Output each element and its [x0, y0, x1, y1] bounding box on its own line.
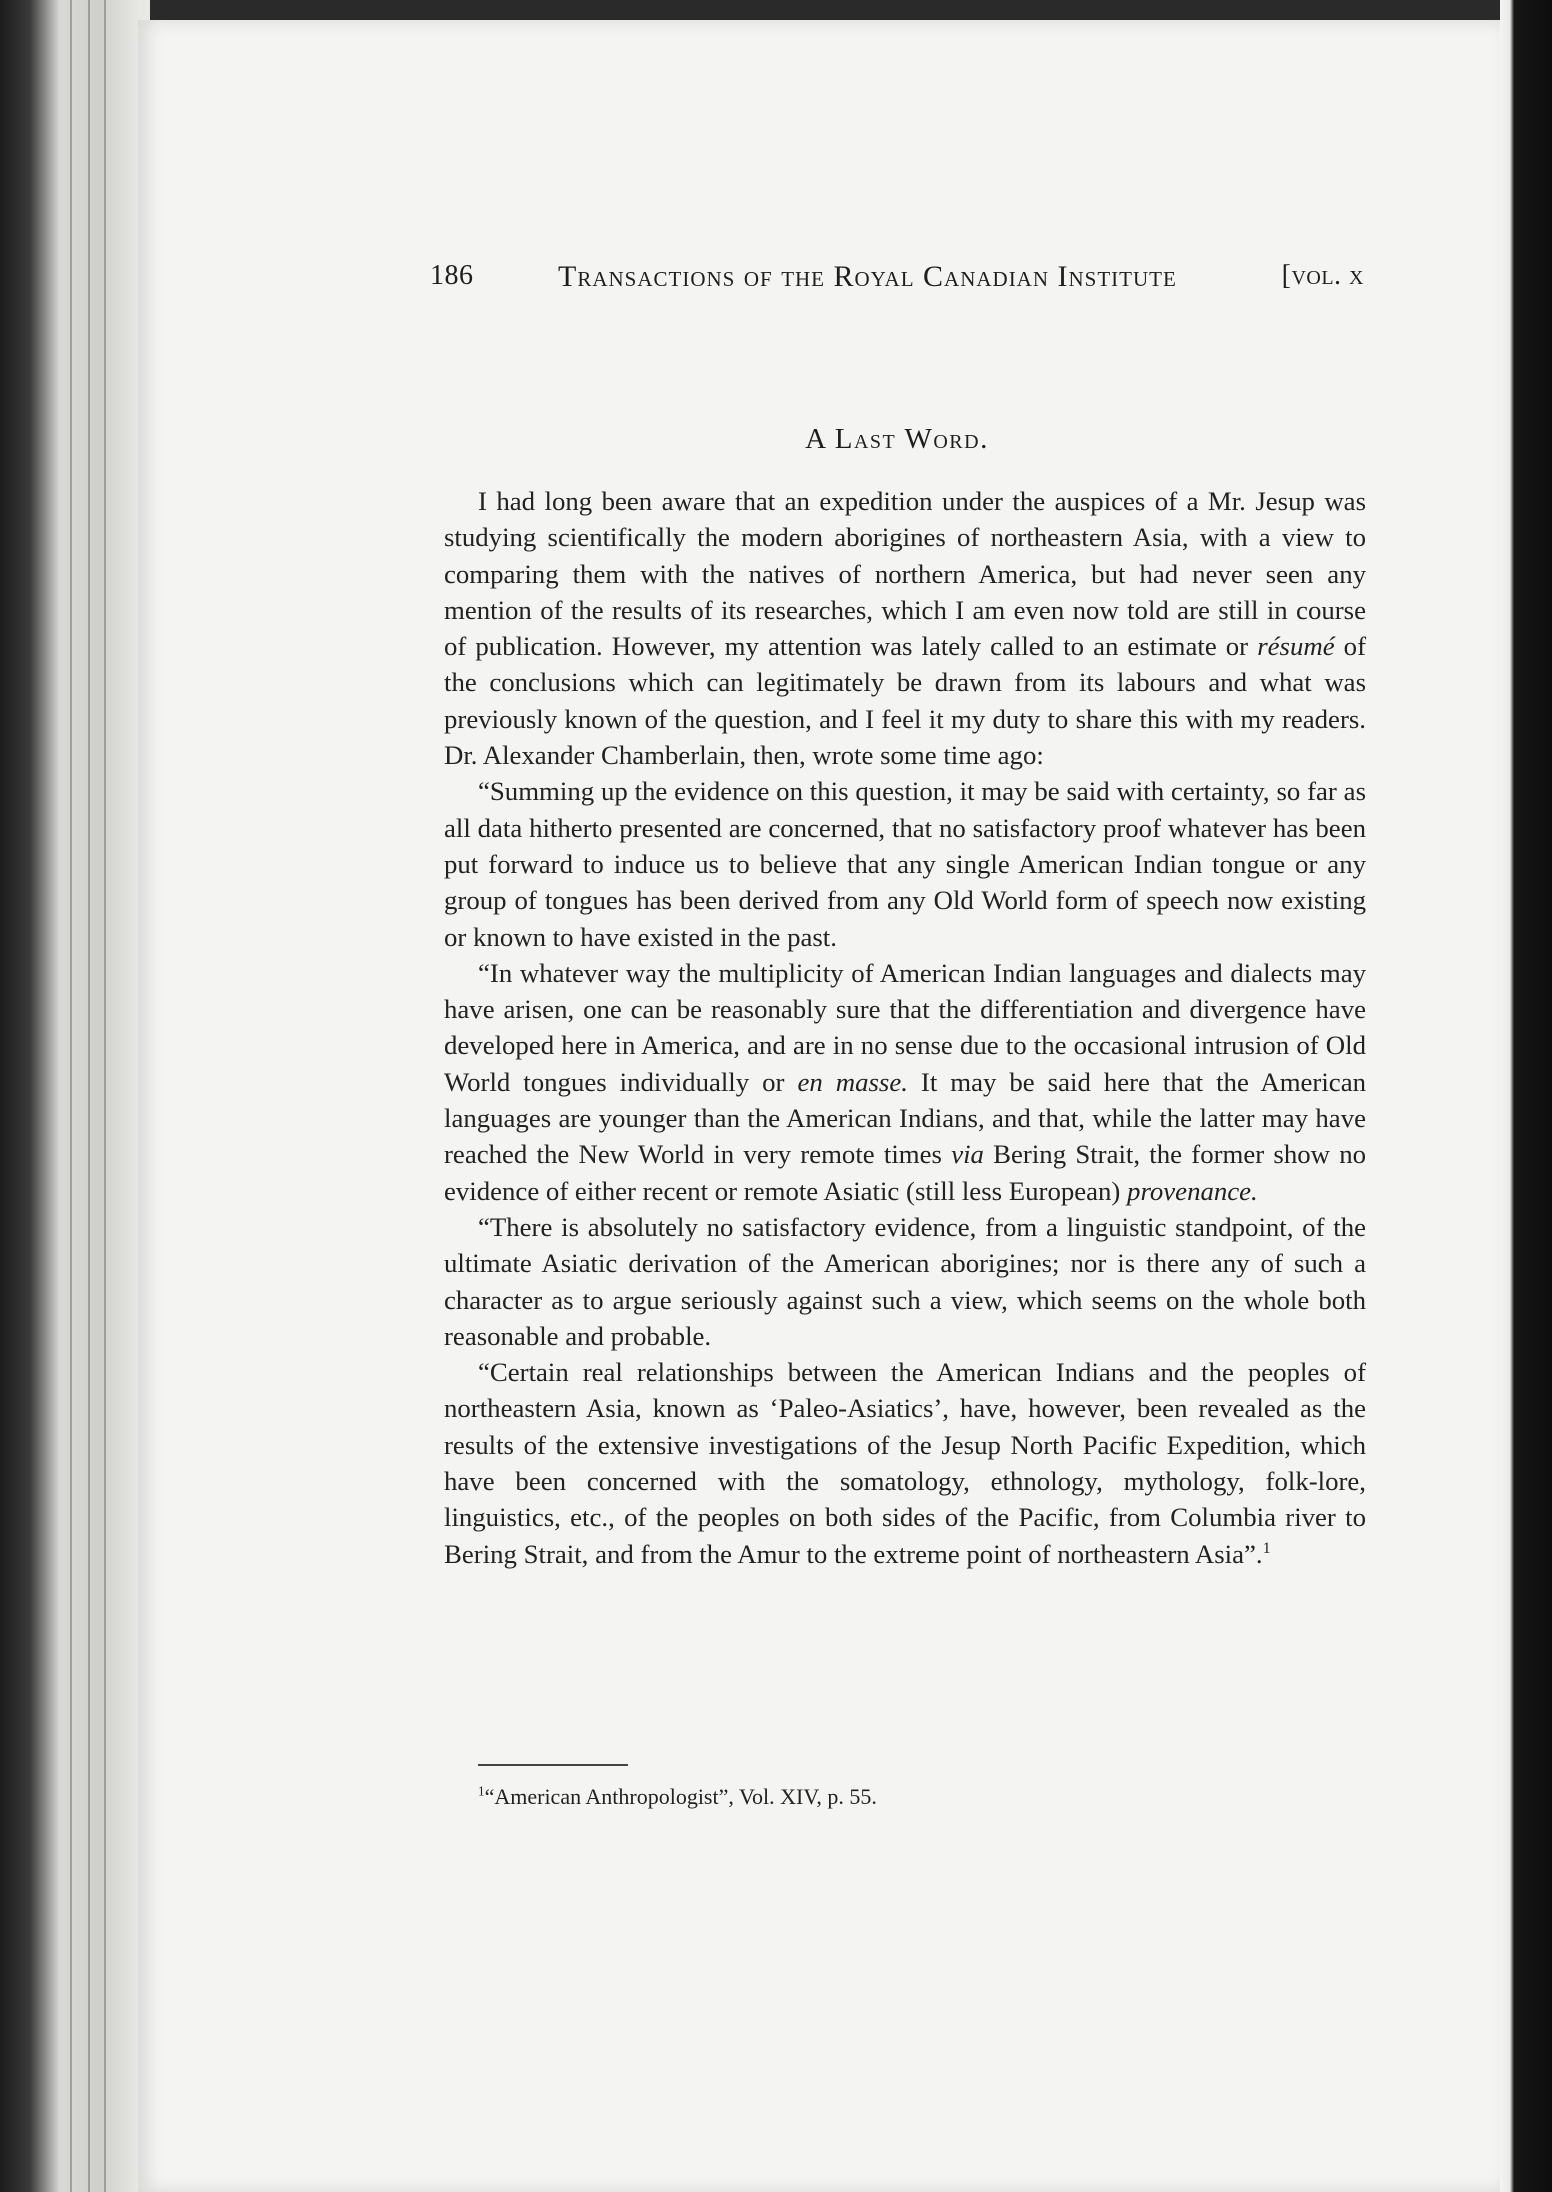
footnote-marker: 1	[478, 1783, 485, 1799]
section-title: A Last Word.	[805, 423, 989, 455]
book-binding-edge	[0, 0, 150, 2192]
volume-label: [vol. x	[1281, 260, 1364, 291]
footnote-text: “American Anthropologist”, Vol. XIV, p. 55.	[484, 1784, 877, 1809]
text-run: “In whatever way the multiplicity of American Indian languages and dialects may have arisen, one can be reasonably sure that the differentiation and divergence have developed here in America, and are in no sense due to the occasional intrusion of Old World tongues individually or	[444, 957, 1366, 1097]
italic-text: provenance.	[1127, 1175, 1258, 1206]
page-number: 186	[430, 260, 474, 291]
body-text	[444, 483, 1366, 1572]
running-head	[430, 260, 1364, 300]
page-stack-line	[104, 0, 106, 2192]
page-stack-line	[70, 0, 72, 2192]
footnote	[478, 1784, 1278, 1810]
paragraph	[444, 955, 1366, 1209]
text-run: “Certain real relationships between the American Indians and the peoples of northeastern Asia, known as ‘Paleo-Asiatics’, have, however, been revealed as the results of the extensive investigations of the Jesup North Pacific Expedition, which have been concerned with the somatology, ethnology, mythology, folk-lore, linguistics, etc., of the peoples on both sides of the Pacific, from Columbia river to Bering Strait, and from the Amur to the extreme point of northeastern Asia”.	[444, 1357, 1366, 1569]
facing-page-edge	[1500, 0, 1552, 2192]
text-run: “Summing up the evidence on this question, it may be said with certainty, so far as all data hitherto presented are concerned, that no satisfactory proof whatever has been put forward to induce us to believe that any single American Indian tongue or any group of tongues has been derived from any Old World form of speech now existing or known to have existed in the past.	[444, 776, 1366, 952]
paragraph	[444, 1354, 1366, 1572]
text-run: It may be said here that the American languages are younger than the American Indians, and that, while the latter may have reached the New World in very remote times	[444, 1066, 1366, 1170]
text-run: “There is absolutely no satisfactory evidence, from a linguistic standpoint, of the ultimate Asiatic derivation of the American aborigines; nor is there any of such a character as to argue seriously against such a view, which seems on the whole both reasonable and probable.	[444, 1211, 1366, 1351]
italic-text: résumé	[1257, 631, 1335, 662]
footnote-reference: 1	[1262, 1539, 1271, 1557]
paragraph	[444, 1209, 1366, 1354]
text-run: I had long been aware that an expedition under the auspices of a Mr. Jesup was studying scientifically the modern aborigines of northeastern Asia, with a view to comparing them with the natives of northern America, but had never seen any mention of the results of its researches, which I am even now told are still in course of publication. However, my attention was lately called to an estimate or	[444, 486, 1366, 662]
journal-title: Transactions of the Royal Canadian Institute	[558, 260, 1177, 293]
page-stack-line	[88, 0, 90, 2192]
italic-text: en masse.	[797, 1066, 908, 1097]
paragraph	[444, 483, 1366, 773]
paragraph	[444, 773, 1366, 954]
footnote-rule	[478, 1764, 628, 1766]
text-run: Bering Strait, the former show no evidence of either recent or remote Asiatic (still less European)	[444, 1139, 1366, 1206]
text-run: of the conclusions which can legitimately be drawn from its labours and what was previously known of the question, and I feel it my duty to share this with my readers. Dr. Alexander Chamberlain, then, wrote some time ago:	[444, 631, 1366, 771]
italic-text: via	[951, 1139, 984, 1170]
